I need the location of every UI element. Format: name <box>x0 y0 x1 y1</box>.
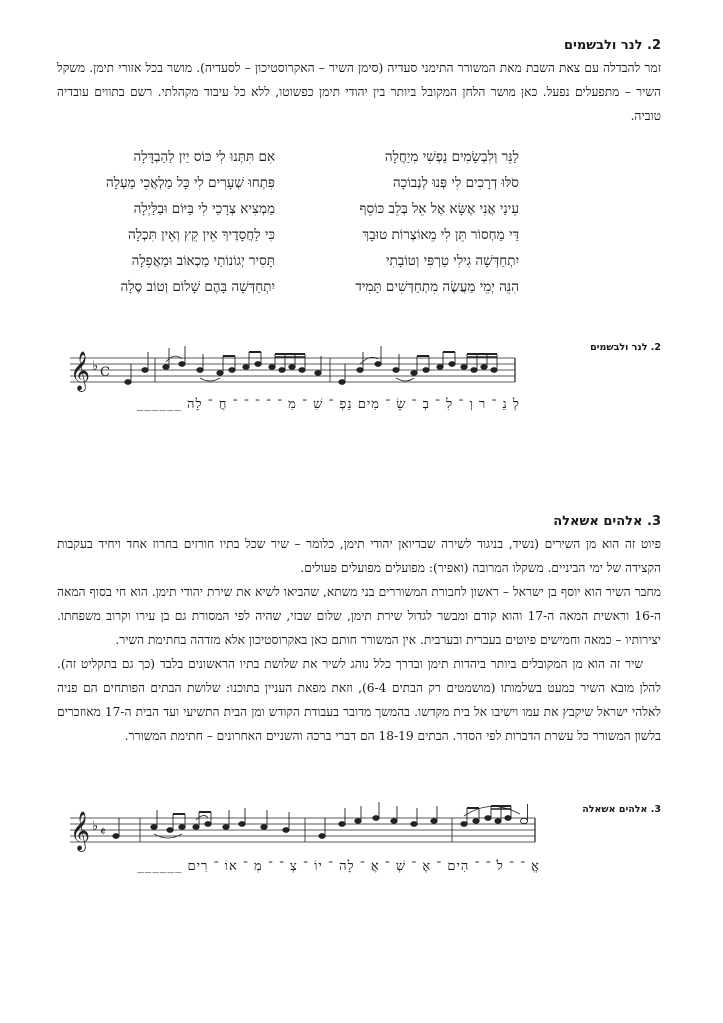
poem-line: לַנֵּר וְלִבְשָׂמִים נַפְשִׁי מִיַחֲלָה <box>384 149 519 165</box>
svg-text:♭: ♭ <box>92 359 99 374</box>
poem-right-column <box>309 144 519 300</box>
music-2-title: 2. לנר ולבשמים <box>590 342 661 353</box>
poem-line: תָּסִיר יְגוֹנוֹתַי מַכְאוֹב וּמַאֲפֵלָה <box>131 253 275 269</box>
poem-line: פִּתְחוּ שְׁעָרִים לִי כָּל מַלְאֲכֵי מַעְלָה <box>105 175 275 191</box>
music-3-lyrics: אֱ ־ ־ לֹ ־ ־ הִים ־ אֶ ־ שְׁ ־ אֲ ־ לָה ־ יוֹ ־ צְ ־ ־ מְ ־ אוֹ ־ רִים ______ <box>137 859 540 874</box>
music-2-lyrics: לְ נֵ ־ ר וְ ־ לִ ־ בְ ־ שָׂ ־ מִים נַפְ ־ שִׁ ־ מִ ־ ־ ־ ־ ־ חֲ ־ לָה ______ <box>136 397 520 412</box>
poem-line: מַמְצִיא צְרָכַי לִי בַּיּוֹם וּבַלַּיְלָה <box>133 201 275 217</box>
poem-line: אִם תִּתְּנוּ לִי כּוֹס יַיִן לַהַבְדָּלָה <box>133 149 275 165</box>
section-3-paragraph: שיר זה הוא מן המקובלים ביותר ביהדות תימן ובדרך כלל נוהג לשיר את שלושת בתיו הראשונים בלבד (כך גם בתקליט זה). להלן מובא השיר כמעט בשלמותו (מושמטים רק הבתים 6-4), וזאת מפאת העניין בתוכנו: שלושת הבתים הפותחים הם פניה לאלהי ישראל שיקבץ את עמו וישיבו אל בית מקדשו. בהמשך מדובר בעבודת הקודש ומן הבית התשיעי ועד הבית ה-17 מאוזכרים בלשון המשורר כל עשרת הדברות לפי הסדר. הבתים 18-19 הם דברי ברכה והשניים האחרונים – חתימת המשורר. <box>57 657 662 743</box>
section-3-heading: 3. אלהים אשאלה <box>553 514 661 529</box>
poem-left-column <box>45 144 275 300</box>
svg-text:C: C <box>100 365 110 380</box>
svg-text:𝄞: 𝄞 <box>70 351 91 391</box>
poem-line: כִּי לַחֲסָדֶיךָ אֵין קֵץ וְאֵין תִּכְלָה <box>127 227 275 243</box>
poem-line: עֵינַי אֲנִי אֶשָּׂא אֶל אֵל בְּלֵב כּוֹסֵף <box>359 201 519 217</box>
section-2-text: זמר להבדלה עם צאת השבת מאת המשורר התימני סעדיה (סימן השיר – האקרוסטיכון – לסעדיה). מושר בכל אזורי תימן. משקל השיר – מתפעלים נפעל. כאן מושר הלחן המקובל ביותר בין יהודי תימן כפשוטו, ללא כל עיבוד מקהלתי. רשם בתווים עובדיה טוביה. <box>57 61 661 123</box>
poem-line: סֹלּוּ דְרָכִים לִי פְּנוּ לְנְבוֹכָה <box>392 175 519 191</box>
poem-line: יִתְחַדְּשָׁה גִילִי טַרְפִּי וְטוֹבָתִי <box>385 253 519 269</box>
section-3-paragraph: מחבר השיר הוא יוסף בן ישראל – ראשון לחבורת המשוררים בני משתא, שהביאו לשיא את שירת יהודי תימן. הוא חי בסוף המאה ה-16 וראשית המאה ה-17 והוא קודם ומבשר לגדול שירת תימן, שלום שבזי, שהיה לפי המסורת גם בן עירו וקרוב משפחתו. יצירותיו – כמאה וחמישים פיוטים בעברית ובערבית. אין המשורר חותם כאן באקרוסטיכון אלא מזדהה בחתימת השיר. <box>57 585 661 647</box>
poem-line: דַּי מַחְסוֹר תֵּן לִי מֵאוֹצְרוֹת טוּבָךְ <box>362 227 519 243</box>
section-3-paragraphs <box>57 532 661 748</box>
svg-text:♭: ♭ <box>92 819 99 834</box>
svg-text:𝄞: 𝄞 <box>70 811 91 851</box>
section-3-paragraph: פיוט זה הוא מן השירים (נשיד, בניגוד לשירה שבדיואן יהודי תימן, כלומר – שיר שכל בתיו חורזים בחרוז אחד ויחיד בעקבות הקצידה של ימי הביניים. משקלו המרובה (ואפיר): מפועלים מפועלים פעולים. <box>57 537 661 575</box>
poem-line: הִנֵּה יְמֵי מַעֲשֶׂה מִתְחַדְּשִׁים תָּמִיד <box>355 279 519 295</box>
svg-text:𝄵: 𝄵 <box>100 825 106 840</box>
music-3-title: 3. אלהים אשאלה <box>582 804 661 815</box>
section-2-paragraph <box>57 56 661 128</box>
section-2-heading: 2. לנר ולבשמים <box>563 38 661 53</box>
poem-line: יִתְחַדְּשָׁה בָּהֶם שָׁלוֹם וְטוֹב סֶלָה <box>120 279 275 295</box>
